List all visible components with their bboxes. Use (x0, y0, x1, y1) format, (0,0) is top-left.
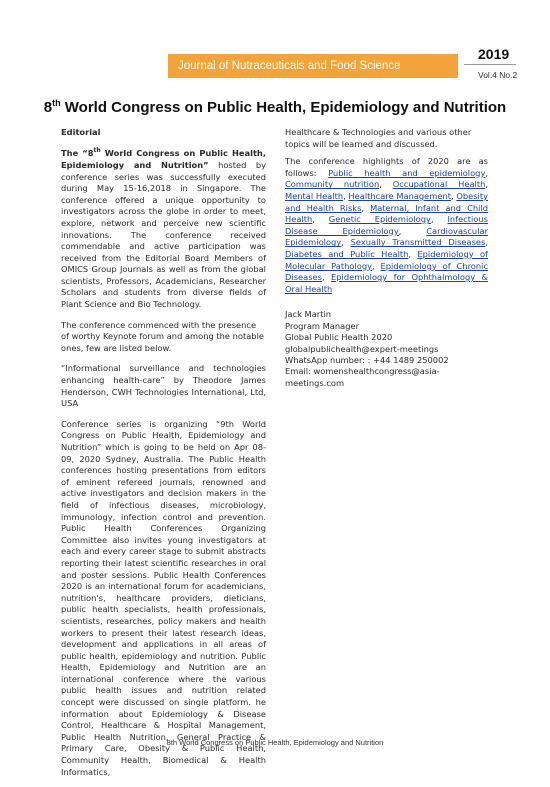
contact-whatsapp: WhatsApp number: : +44 1489 250002 (285, 354, 449, 365)
page-footer: 8th World Congress on Public Health, Epidemiology and Nutrition (166, 738, 384, 747)
intro-paragraph (61, 146, 266, 311)
journal-name: Journal of Nutraceuticals and Food Science (178, 60, 401, 72)
intro-text: hosted by conference series was successfully executed during May 15-16,2018 in Singapore. The conference offered a unique opportunity to investigators across the globe in order to meet, explore, network and perceive new scientific innovations. The conference received commendable and active participation was received from the Editorial Board Members of OMICS Group Journals as well as from the global scientists, Professors, Academicians, Researcher Scholars and students from diverse fields of Plant Science and Bio Technology. (61, 159, 266, 310)
highlight-link[interactable]: Diabetes and Public Health (285, 248, 409, 259)
journal-banner (168, 54, 458, 78)
title-number: 8 (43, 99, 53, 116)
congress-paragraph: Conference series is organizing “9th World Congress on Public Health, Epidemiology and Nutrition” which is going to be held on Apr 08-09, 2020 Sydney, Australia. The Public Health conferences hosting presentations from editors of eminent refereed journals, renowned and active investigators and decision makers in the field of infectious diseases, microbiology, immunology, infection control and prevention. Public Health Conferences Organizing Committee also invites young investigators at each and every career stage to submit abstracts reporting their latest scientific researches in oral and poster sessions. Public Health Conferences 2020 is an international forum for academicians, nutrition's, healthcare providers, dieticians, public health specialists, health professionals, scientists, researches, policy makers and health workers to present their latest research ideas, development and applications in all areas of public health, epidemiology and nutrition. Public Health, Epidemiology and Nutrition are an international conference where the various public health issues and nutrition related concept were discussed on single platform. he information about Epidemiology & Disease Control, Healthcare & Hospital Management, Public Health Nutrition, General Practice & Primary Care, Obesity & Public Health, Community Health, Biomedical & Health Informatics, (61, 418, 266, 777)
highlight-link[interactable]: Healthcare Management (348, 190, 451, 201)
keynote-entry: “Informational surveillance and technologies enhancing health-care” by Theodore James Henderson, CWH Technologies International, Ltd, USA (61, 363, 266, 409)
header-divider (464, 64, 516, 65)
highlight-link[interactable]: Epidemiology of Chronic Diseases (285, 260, 488, 283)
contact-email-secondary: Email: womenshealthcongress@asia-meetings.com (285, 366, 440, 388)
page-title (0, 98, 550, 116)
contact-email-primary: globalpublichealth@expert-meetings (285, 343, 439, 354)
left-column (61, 127, 266, 787)
issue-year: 2019 (478, 46, 510, 62)
highlight-link[interactable]: Sexually Transmitted Diseases (350, 237, 486, 248)
highlight-link[interactable]: Obesity and Health Risks (285, 190, 489, 213)
highlight-link[interactable]: Epidemiology for Ophthalmology & Oral Health (285, 272, 488, 294)
highlight-link[interactable]: Community nutrition (285, 179, 380, 190)
highlight-link[interactable]: Genetic Epidemiology (328, 214, 431, 225)
keynote-paragraph: The conference commenced with the presence of worthy Keynote forum and among the notable ones, few are listed below. (61, 319, 264, 353)
contact-org: Global Public Health 2020 (285, 332, 393, 343)
highlight-link[interactable]: Epidemiology of Molecular Pathology (285, 248, 489, 271)
highlights-paragraph: The conference highlights of 2020 are as follows: Public health and epidemiology, Community nutrition, Occupational Health, Mental Health, Healthcare Management, Obesity and Health Risks, Maternal, Infant and Child Health, Genetic Epidemiology, Infectious Disease Epidemiology, Cardiovascular Epidemiology, Sexually Transmitted Diseases, Diabetes and Public Health, Epidemiology of Molecular Pathology, Epidemiology of Chronic Diseases, Epidemiology for Ophthalmology & Oral Health (285, 156, 489, 294)
highlight-link[interactable]: Occupational Health (392, 179, 486, 190)
issue-volume: Vol.4 No.2 (478, 70, 518, 80)
highlight-link[interactable]: Maternal, Infant and Child Health (285, 202, 489, 225)
highlight-link[interactable]: Public health and epidemiology (328, 167, 486, 178)
intro-bold-b: World Congress on Public Health, Epidemiology and Nutrition” (61, 148, 266, 170)
right-column (285, 127, 488, 389)
title-superscript: th (52, 98, 61, 108)
intro-sup: th (93, 147, 101, 155)
title-text: World Congress on Public Health, Epidemiology and Nutrition (60, 99, 507, 116)
highlight-link[interactable]: Mental Health (285, 190, 344, 201)
highlights-intro: The conference highlights of 2020 are as follows: (285, 156, 488, 178)
contact-block (285, 309, 488, 389)
contact-role: Program Manager (285, 320, 360, 331)
continuation-paragraph: Healthcare & Technologies and various other topics will be learned and discussed. (285, 127, 472, 149)
contact-name: Jack Martin (285, 309, 332, 320)
intro-bold-a: The “8 (61, 148, 94, 159)
highlight-link[interactable]: Infectious Disease Epidemiology (285, 214, 488, 236)
section-label: Editorial (61, 127, 101, 137)
highlight-link[interactable]: Cardiovascular Epidemiology (285, 225, 488, 248)
